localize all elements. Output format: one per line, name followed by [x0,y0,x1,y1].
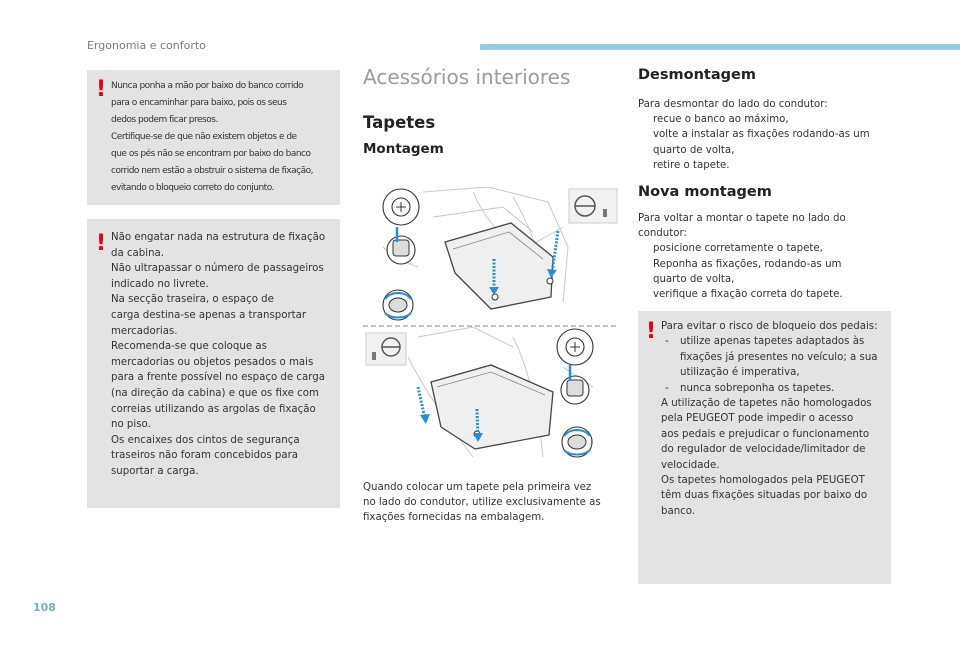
nova-montagem-intro-2: condutor: [638,228,687,240]
list-item: verifique a fixação correta do tapete. [653,289,843,301]
steering-wheel-icon [569,189,617,223]
warning-pedals-intro: Para evitar o risco de bloqueio dos pedais: [661,321,878,332]
list-item: recue o banco ao máximo, [653,114,789,126]
desmontagem-intro: Para desmontar do lado do condutor: [638,99,828,110]
list-item: volte a instalar as fixações rodando-as um quarto de volta, [653,129,870,156]
header-title: Ergonomia e conforto [87,39,206,52]
warning-pedals-list [661,334,887,396]
list-item: - nunca sobreponha os tapetes. [665,382,835,394]
nova-montagem-intro-1: Para voltar a montar o tapete no lado do [638,213,846,224]
desmontagem-steps [638,112,898,173]
list-item: Reponha as fixações, rodando-as um quarto de volta, [653,258,842,285]
fastener-detail-icon [387,227,415,264]
nova-montagem-title: Nova montagem [638,184,772,200]
warning-pedals-content [661,319,887,519]
desmontagem-section [638,97,898,173]
mat-caption: Quando colocar um tapete pela primeira vez no lado do condutor, utilize exclusivamente as fixações fornecidas na embalagem. [363,482,601,524]
warning-box-pedals [638,311,891,584]
list-item: retire o tapete. [653,159,730,171]
tapetes-title: Tapetes [363,113,436,132]
desmontagem-title: Desmontagem [638,67,756,83]
warning-icon: ! [96,231,107,256]
floor-mat-lower [431,365,553,449]
page-number: 108 [33,601,56,614]
list-item: - utilize apenas tapetes adaptados às fixações já presentes no veículo; a sua utilização é imperativa, [665,336,878,379]
warning-box-cabin [87,219,340,508]
steering-wheel-icon [366,333,406,365]
montagem-title: Montagem [363,141,444,157]
nova-montagem-steps [638,241,898,302]
warning-box-seat [87,70,340,205]
section-title: Acessórios interiores [363,65,571,89]
fastener-detail-icon [383,189,419,225]
floor-mat-illustration [363,187,619,467]
fastener-detail-icon [383,290,413,320]
fastener-detail-icon [562,427,592,457]
warning-icon: ! [96,77,107,102]
fastener-detail-icon [557,329,593,365]
fastener-detail-icon [561,365,589,404]
warning-seat-text: Nunca ponha a mão por baixo do banco corrido para o encaminhar para baixo, pois os seus dedos podem ficar presos. Certifique-se de que não existem objetos e de que os pés não se encontram por baixo do banco corrido nem estão a obstruir o sistema de fixação, evitando o bloqueio correto do conjunto. [111,81,313,193]
floor-mat-upper [445,223,553,309]
nova-montagem-section [638,211,898,302]
warning-pedals-text: A utilização de tapetes não homologados pela PEUGEOT pode impedir o acesso aos pedais e prejudicar o funcionamento do regulador de velocidade/limitador de velocidade. Os tapetes homologados pela PEUGEOT têm duas fixações situadas por baixo do banco. [661,398,872,517]
header-accent-bar [480,44,960,50]
list-item: posicione corretamente o tapete, [653,243,823,255]
warning-icon: ! [646,319,657,344]
warning-cabin-text: Não engatar nada na estrutura de fixação da cabina. Não ultrapassar o número de passageiros indicado no livrete. Na secção traseira, o espaço de carga destina-se apenas a transportar mercadorias. Recomenda-se que coloque as mercadorias ou objetos pesados o mais para a frente possível no espaço de carga (na direção da cabina) e que os fixe com correias utilizando as argolas de fixação no piso. Os encaixes dos cintos de segurança traseiros não foram concebidos para suportar a carga. [111,232,326,477]
